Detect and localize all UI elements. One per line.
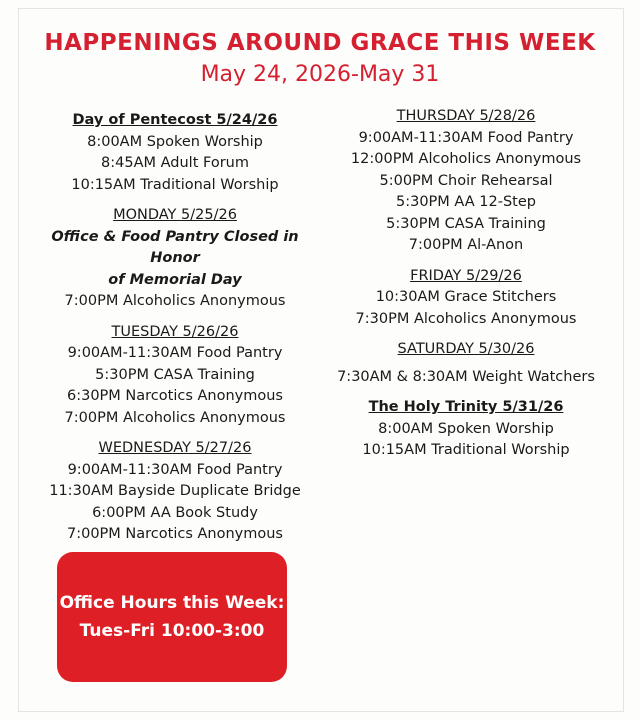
day-heading: WEDNESDAY 5/27/26 (98, 440, 252, 456)
event-item: 5:30PM CASA Training (386, 215, 546, 232)
event-item: 10:15AM Traditional Worship (71, 176, 279, 193)
event-item: 8:00AM Spoken Worship (87, 133, 263, 150)
office-hours-label: Office Hours this Week: (59, 593, 285, 613)
event-item: 9:00AM-11:30AM Food Pantry (358, 129, 574, 146)
day-block-saturday (308, 339, 624, 388)
event-item: 9:00AM-11:30AM Food Pantry (67, 461, 283, 478)
page-title: HAPPENINGS AROUND GRACE THIS WEEK (44, 30, 596, 56)
event-item: 7:00PM Alcoholics Anonymous (64, 293, 286, 309)
closure-notice: of Memorial Day (108, 271, 242, 288)
event-item: 5:00PM Choir Rehearsal (379, 172, 553, 189)
event-item: 11:30AM Bayside Duplicate Bridge (49, 483, 301, 499)
event-item: 5:30PM AA 12-Step (396, 194, 536, 210)
closure-notice: Office & Food Pantry Closed in Honor (51, 228, 299, 266)
event-item: 7:00PM Narcotics Anonymous (67, 526, 283, 542)
event-item: 9:00AM-11:30AM Food Pantry (67, 345, 283, 361)
day-block-friday (308, 266, 624, 331)
event-item: 7:30PM Alcoholics Anonymous (355, 310, 577, 327)
day-block-wednesday (30, 438, 320, 546)
day-heading: TUESDAY 5/26/26 (111, 323, 239, 340)
event-item: 7:00PM Al-Anon (408, 237, 524, 253)
day-block-trinity (308, 397, 624, 462)
event-item: 10:30AM Grace Stitchers (375, 289, 557, 305)
office-hours-box (57, 552, 287, 682)
office-hours-value: Tues-Fri 10:00-3:00 (79, 621, 265, 641)
day-heading: MONDAY 5/25/26 (113, 207, 237, 223)
left-column (30, 110, 320, 555)
event-item: 8:00AM Spoken Worship (378, 420, 554, 437)
right-column (308, 106, 624, 471)
event-item: 7:30AM & 8:30AM Weight Watchers (337, 368, 595, 385)
day-heading: The Holy Trinity 5/31/26 (368, 399, 564, 415)
day-block-pentecost (30, 110, 320, 196)
event-item: 5:30PM CASA Training (95, 366, 255, 383)
event-item: 6:00PM AA Book Study (92, 504, 258, 521)
day-block-tuesday (30, 322, 320, 430)
day-heading: FRIDAY 5/29/26 (410, 267, 522, 284)
day-heading: SATURDAY 5/30/26 (397, 341, 535, 357)
day-heading: THURSDAY 5/28/26 (396, 108, 536, 124)
event-item: 7:00PM Alcoholics Anonymous (64, 409, 286, 426)
event-item: 10:15AM Traditional Worship (362, 442, 570, 458)
date-range: May 24, 2026-May 31 (200, 62, 440, 87)
day-heading: Day of Pentecost 5/24/26 (72, 112, 278, 128)
event-item: 6:30PM Narcotics Anonymous (67, 388, 283, 404)
day-block-thursday (308, 106, 624, 257)
event-item: 8:45AM Adult Forum (101, 155, 249, 171)
event-item: 12:00PM Alcoholics Anonymous (350, 151, 582, 167)
day-block-monday (30, 205, 320, 313)
